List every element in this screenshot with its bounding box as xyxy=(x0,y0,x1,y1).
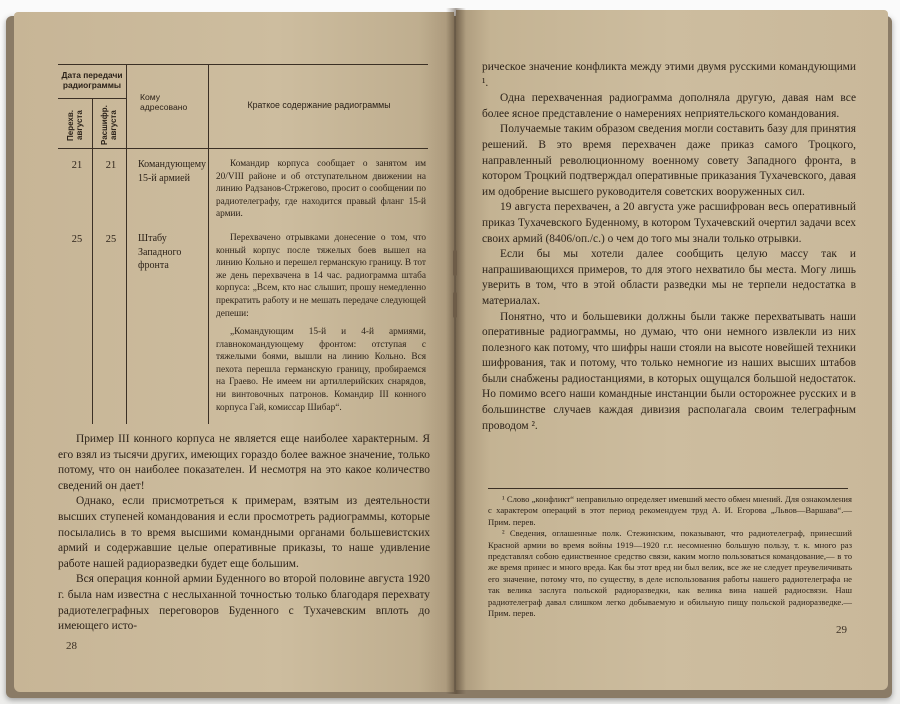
book-gutter xyxy=(446,8,466,694)
staple-lower xyxy=(453,292,457,318)
row1-addressee: Командующему 15-й армией xyxy=(138,159,207,184)
left-body xyxy=(58,432,430,635)
right-para-2: Получаемые таким образом сведения могли составить базу для принятия решений. В это время перехвачен даже приказ самого Троцкого, направленный революционному военному совету Западного фронта, в котором Троцкий подтверждал оперативные приказания Тухачевского, давая им одобрение высшего руководителя советских вооруженных сил. xyxy=(482,123,856,198)
table-subheader-rule xyxy=(58,98,126,99)
right-para-5: Понятно, что и большевики должны были также перехватывать наши оперативные радиограммы, но думаю, что они немного извлекли из них полезного как потому, что шифры наши стояли на высоте новейшей техники шифрования, так и потому, что только немногие из наших высших штабов были снабжены радиостанциями, в которых ощущался большой недостаток. Но помимо всего наши командные инстанции были осторожнее русских и в большинстве случаев каждая дивизия располагала своим телеграфным проводом ². xyxy=(482,310,856,432)
right-para-0: рическое значение конфликта между этими двумя русскими командующими ¹. xyxy=(482,61,856,89)
row2-intercepted: 25 xyxy=(71,234,83,245)
right-para-4: Если бы мы хотели далее сообщить целую массу так и напрашивающихся примеров, то для этого нехватило бы места. Могу лишь уверить в том, что в этой области разведки мы не терпели недостатка в материалах. xyxy=(482,248,856,307)
row2-decrypted: 25 xyxy=(105,234,117,245)
right-para-1: Одна перехваченная радиограмма дополняла другую, давая нам все более ясное представление о намерениях неприятельского командования. xyxy=(482,92,856,120)
table-header-addressee: Кому адресовано xyxy=(140,92,188,112)
table-header-rule xyxy=(58,148,428,149)
row1-content: Командир корпуса сообщает о занятом им 20/VIII районе и об отступательном движении на линию Радзанов-Стржегово, просит о сообщении по радиотелеграфу, где находится правый фланг 15-й армии. xyxy=(216,159,426,220)
table-header-content: Краткое содержание радиограммы xyxy=(247,100,391,110)
right-body xyxy=(482,60,856,434)
table-col-rule-0 xyxy=(92,98,93,424)
row1-decrypted: 21 xyxy=(105,160,117,171)
staple-upper xyxy=(453,250,457,276)
row2-addressee: Штабу Западного фронта xyxy=(138,233,182,272)
right-para-3: 19 августа перехвачен, а 20 августа уже расшифрован весь оперативный приказ Тухачевского Буденному, в котором Тухачевский очертил задачи всех своих армий (8406/оп./с.) о чем до того мы знали только отрывки. xyxy=(482,201,856,245)
table-top-rule xyxy=(58,64,428,65)
row2-quote: „Командующим 15-й и 4-й армиями, главнокомандующему фронтом: отступая с тяжелыми боями, вышли на линию Кольно. Вся пехота перешла германскую границу, пробираемся на Граево. Не имеем ни артиллерийских снарядов, ни винтовочных патронов. Командир III конного корпуса Гай, комиссар Шибар“. xyxy=(216,327,426,413)
table-header-date: Дата передачи радиограммы xyxy=(61,70,123,90)
left-para-2: Однако, если присмотреться к примерам, взятым из деятельности высших ступеней командования и если просмотреть радиограммы, которые посылались в то время высшими командными органами большевистских армий и содержавшие целые оперативные приказы, то наше удивление работе нашей радиоразведки будет еще большим. xyxy=(58,495,430,570)
table-header-intercepted: Перехв. августа xyxy=(66,109,84,141)
row2-content: Перехвачено отрывками донесение о том, что конный корпус после тяжелых боев вышел на линию Кольно и перешел германскую границу. В тот же день перехвачена в 14 час. радиограмма штаба корпуса: „Всем, кто нас слышит, прошу немедленно прекратить работу и не мешать передаче следующей депеши: xyxy=(216,233,426,319)
right-page-number: 29 xyxy=(836,624,847,636)
footnotes xyxy=(488,494,852,619)
row1-intercepted: 21 xyxy=(71,160,83,171)
table-header-decrypted: Расшифр. августа xyxy=(100,105,118,145)
left-para-3: Вся операция конной армии Буденного во второй половине августа 1920 г. была нам известна с неслыханной точностью только благодаря перехвату радиотелеграфных переговоров Буденного с Тухачевским вплоть до имеющего исто- xyxy=(58,573,430,633)
footnote-rule xyxy=(488,488,848,489)
left-page-number: 28 xyxy=(66,640,77,652)
table-col-rule-1 xyxy=(126,64,127,424)
footnote-2: ² Сведения, оглашенные полк. Стежинским, показывают, что радиотелеграф, принесший Красной армии во время войны 1919—1920 г.г. несомненно большую пользу, т. к. много раз представлял собою единственное средство связи, каким могло пользоваться командование,— в то же время принес и много вреда. Как бы этот вред ни был велик, все же не следует преувеличивать его значение, потому что, по существу, в деле использования работы нашего радиотелеграфа не так велика заслуга польской радиоразведки, как велика вина нашей радиосвязи. Наш радиотелеграф давал слишком легко добываемую и обильную пищу польской радиоразведке.— Прим. перев. xyxy=(488,528,852,619)
footnote-1: ¹ Слово „конфликт“ неправильно определяет имевший место обмен мнений. Для ознакомления с характером операций в этот период рекомендуем труд А. И. Егорова „Львов—Варшава“.— Прим. перев. xyxy=(488,494,852,527)
left-para-1: Пример III конного корпуса не является еще наиболее характерным. Я его взял из тысячи других, имеющих гораздо более важное значение, только потому, что он наиболее показателен. И несмотря на это какое количество сведений он дает! xyxy=(58,433,430,492)
table-col-rule-2 xyxy=(208,64,209,424)
